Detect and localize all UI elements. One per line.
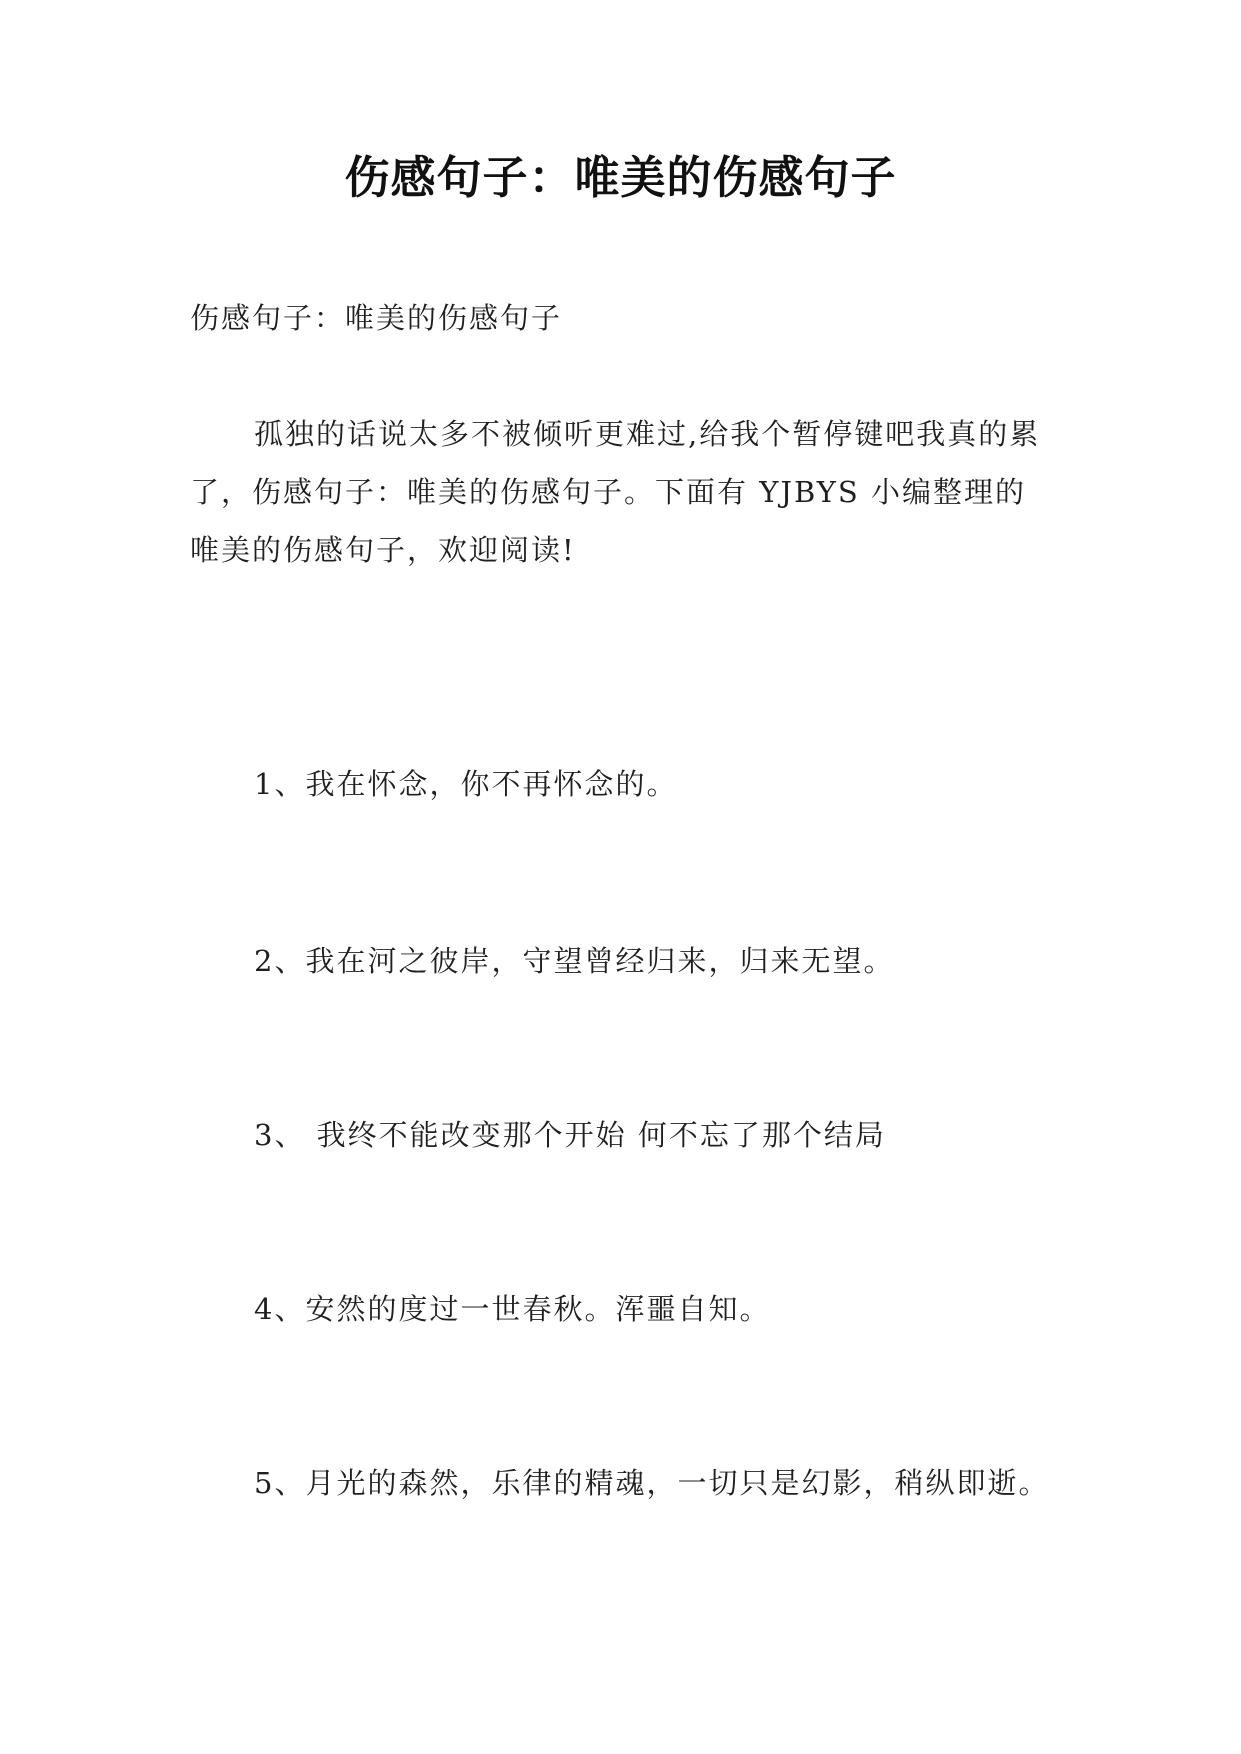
list-item: 4、安然的度过一世春秋。浑噩自知。	[254, 1292, 771, 1326]
list-item: 1、我在怀念，你不再怀念的。	[254, 767, 678, 801]
intro-paragraph: 孤独的话说太多不被倾听更难过,给我个暂停键吧我真的累了，伤感句子：唯美的伤感句子。下面有 YJBYS 小编整理的唯美的伤感句子，欢迎阅读!	[190, 417, 1041, 567]
list-item: 3、 我终不能改变那个开始 何不忘了那个结局	[254, 1118, 886, 1152]
document-subtitle: 伤感句子：唯美的伤感句子	[190, 301, 563, 335]
list-item: 2、我在河之彼岸，守望曾经归来，归来无望。	[254, 944, 895, 978]
document-title: 伤感句子：唯美的伤感句子	[344, 151, 897, 204]
list-item: 5、月光的森然，乐律的精魂，一切只是幻影，稍纵即逝。	[254, 1466, 1050, 1500]
